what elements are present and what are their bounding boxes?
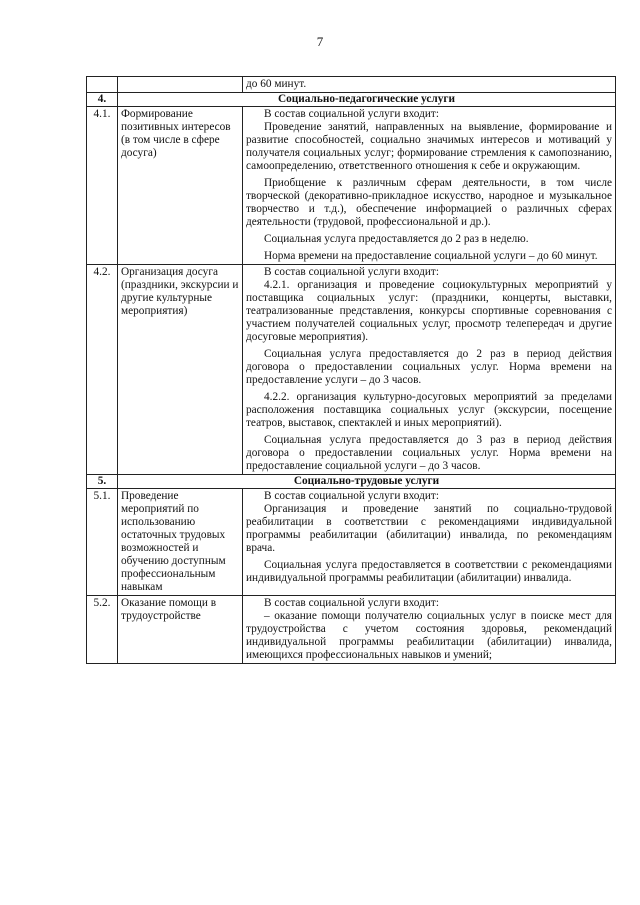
- service-name: Оказание помощи в трудоустройстве: [118, 596, 243, 664]
- service-name: Организация досуга (праздники, экскурсии и другие культурные мероприятия): [118, 265, 243, 475]
- section-header-row: [87, 93, 616, 107]
- description-paragraph: В состав социальной услуги входит:: [264, 597, 439, 609]
- description-paragraph: В состав социальной услуги входит:: [264, 490, 439, 502]
- description-paragraph: Социальная услуга предоставляется до 3 раз в период действия договора о предоставлении социальных услуг. Норма времени на предоставление социальной услуги – до 3 часов.: [246, 434, 612, 472]
- description-paragraph: 4.2.1. организация и проведение социокультурных мероприятий у поставщика социальных услуг: (праздники, концерты, выставки, театрализованные представления, конкурсы спортивные соревнования с участием получателей социальных услуг, просмотр телепередач и другие досуговые мероприятия).: [246, 279, 612, 343]
- row-number-cell: [87, 77, 118, 93]
- description-paragraph: В состав социальной услуги входит:: [264, 266, 439, 278]
- description-paragraph: Социальная услуга предоставляется до 2 раз в неделю.: [264, 233, 529, 245]
- service-description: [243, 265, 616, 475]
- row-number: 4.2.: [87, 265, 118, 475]
- table-row: [87, 107, 616, 265]
- description-paragraph: В состав социальной услуги входит:: [264, 108, 439, 120]
- description-paragraph: – оказание помощи получателю социальных услуг в поиске мест для трудоустройства с учетом состояния здоровья, рекомендаций индивидуальной программы реабилитации (абилитации) инвалида, имеющихся профессиональных навыков и умений;: [246, 610, 612, 661]
- description-paragraph: Социальная услуга предоставляется до 2 раз в период действия договора о предоставлении социальных услуг. Норма времени на предоставление услуги – до 3 часов.: [246, 348, 612, 386]
- row-number: 5.2.: [87, 596, 118, 664]
- description-paragraph: Социальная услуга предоставляется в соответствии с рекомендациями индивидуальной программы реабилитации (абилитации) инвалида.: [246, 559, 612, 584]
- service-name: Формирование позитивных интересов (в том числе в сфере досуга): [118, 107, 243, 265]
- table-row: [87, 596, 616, 664]
- section-header-row: [87, 475, 616, 489]
- description-paragraph: Приобщение к различным сферам деятельности, в том числе творческой (декоративно-прикладное искусство, народное и музыкальное творчество и т.д.), обеспечение информацией о различных сферах деятельности (трудовой, профессиональной и др.).: [246, 177, 612, 228]
- row-number: 4.1.: [87, 107, 118, 265]
- service-description: [243, 489, 616, 596]
- service-description: [243, 107, 616, 265]
- table-row: [87, 77, 616, 93]
- description-paragraph: 4.2.2. организация культурно-досуговых мероприятий за пределами расположения поставщика социальных услуг (экскурсии, посещение театров, выставок, спектаклей и иных мероприятий).: [246, 391, 612, 429]
- description-paragraph: Организация и проведение занятий по социально-трудовой реабилитации в соответствии с рекомендациями индивидуальной программы реабилитации (абилитации) инвалида, по рекомендациям врача.: [246, 503, 612, 554]
- section-title: Социально-педагогические услуги: [118, 93, 616, 107]
- table-row: [87, 265, 616, 475]
- services-table: [86, 76, 616, 664]
- section-title: Социально-трудовые услуги: [118, 475, 616, 489]
- service-description: [243, 596, 616, 664]
- page-number: 7: [316, 34, 324, 49]
- continuation-text: до 60 минут.: [246, 78, 307, 90]
- row-number: 5.1.: [87, 489, 118, 596]
- service-description-cell: [243, 77, 616, 93]
- description-paragraph: Норма времени на предоставление социальной услуги – до 60 минут.: [264, 250, 598, 262]
- description-paragraph: Проведение занятий, направленных на выявление, формирование и развитие способностей, социально значимых интересов и мотиваций у получателя социальных услуг; формирование стремления к самопознанию, самоопределению, ответственного отношения к себе и окружающим.: [246, 121, 612, 172]
- service-name-cell: [118, 77, 243, 93]
- section-number: 5.: [87, 475, 118, 489]
- section-number: 4.: [87, 93, 118, 107]
- table-row: [87, 489, 616, 596]
- service-name: Проведение мероприятий по использованию остаточных трудовых возможностей и обучению доступным профессиональным навыкам: [118, 489, 243, 596]
